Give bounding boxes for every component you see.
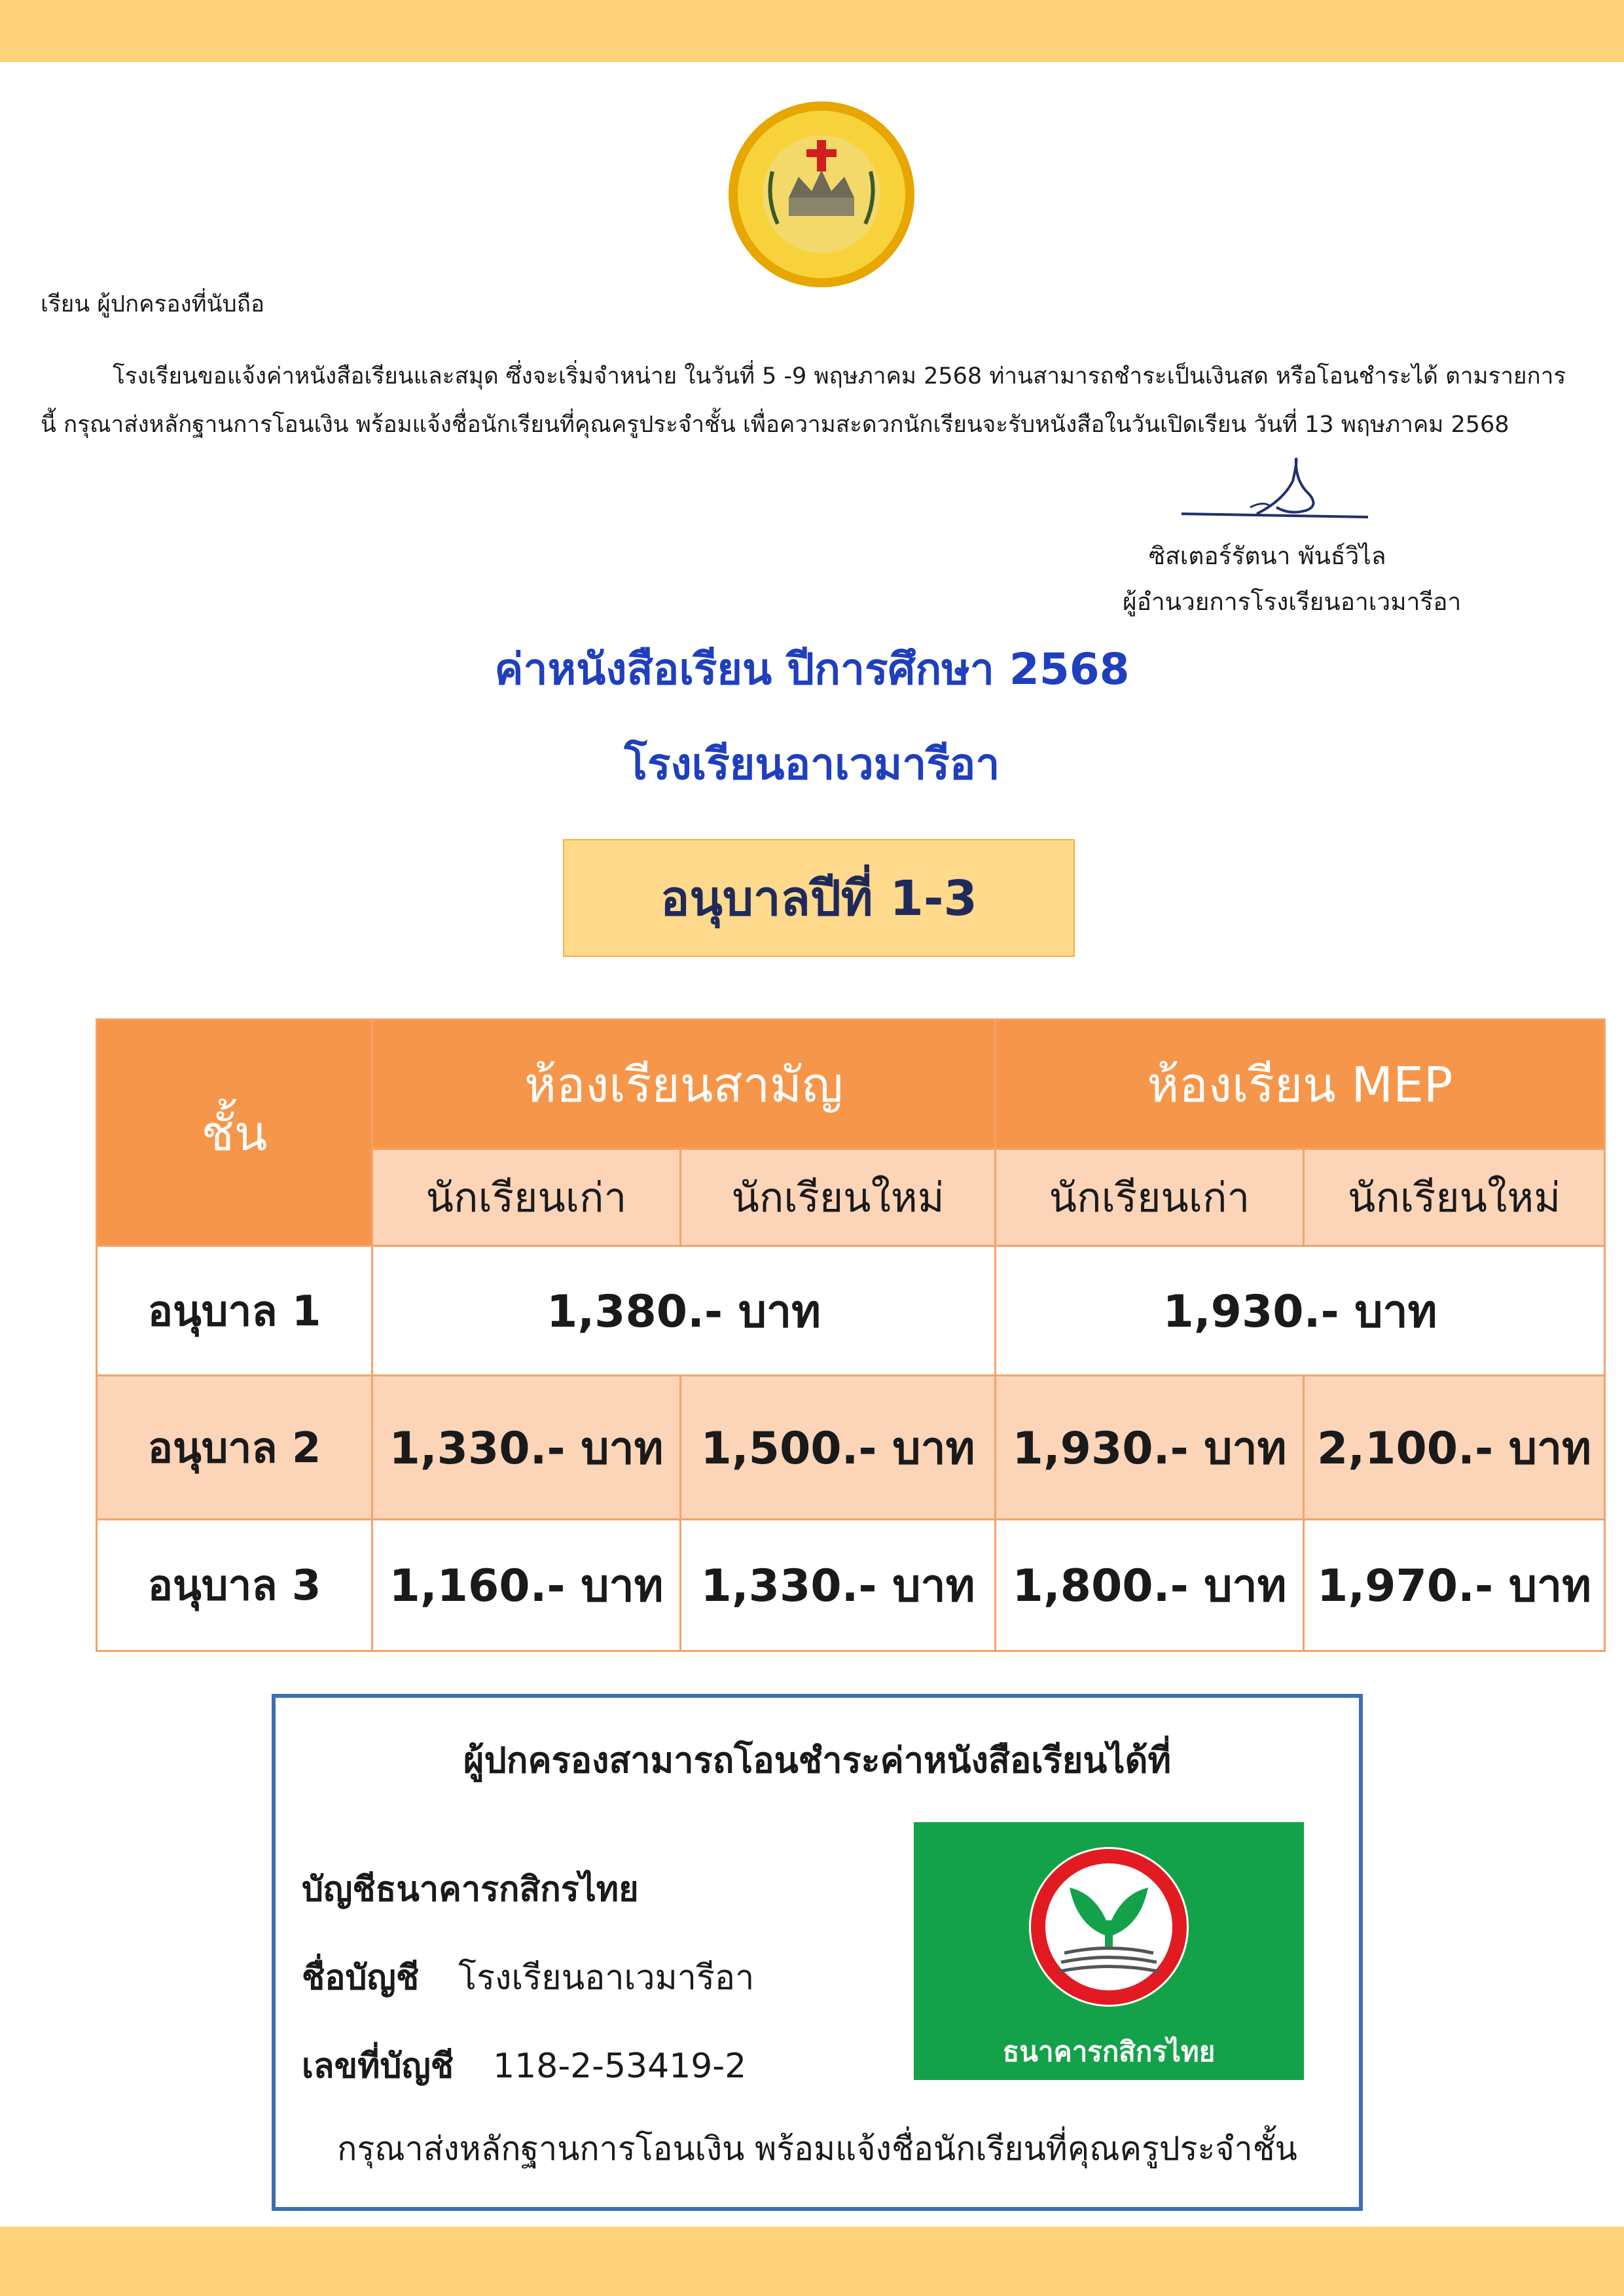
grade-cell: อนุบาล 3	[97, 1520, 372, 1651]
bottom-band	[0, 2227, 1624, 2296]
table-row	[97, 1246, 1605, 1376]
signer-name: ซิสเตอร์รัตนา พันธ์วิไล	[1149, 542, 1386, 570]
kasikorn-emblem-icon	[914, 1822, 1304, 2032]
letter-body	[41, 352, 1572, 449]
signature	[1178, 455, 1381, 533]
grade-header: ชั้น	[97, 1020, 372, 1246]
book-fee-table	[96, 1018, 1606, 1652]
letter-body-text: โรงเรียนขอแจ้งค่าหนังสือเรียนและสมุด ซึ่งจะเริ่มจำหน่าย ในวันที่ 5 -9 พฤษภาคม 2568 ท่านสามารถชำระเป็นเงินสด หรือโอนชำระได้ ตามรายการนี้ กรุณาส่งหลักฐานการโอนเงิน พร้อมแจ้งชื่อนักเรียนที่คุณครูประจำชั้น เพื่อความสะดวกนักเรียนจะรับหนังสือในวันเปิดเรียน วันที่ 13 พฤษภาคม 2568	[41, 363, 1566, 438]
grade-cell: อนุบาล 2	[97, 1376, 372, 1520]
price-cell: 1,930.- บาท	[996, 1376, 1304, 1520]
mep-class-header: ห้องเรียน MEP	[996, 1020, 1605, 1149]
price-cell: 1,160.- บาท	[372, 1520, 681, 1651]
signer-title: ผู้อำนวยการโรงเรียนอาเวมารีอา	[1123, 588, 1462, 616]
account-name: โรงเรียนอาเวมารีอา	[458, 1958, 755, 1998]
price-cell: 1,930.- บาท	[996, 1246, 1605, 1376]
regular-old-header: นักเรียนเก่า	[372, 1149, 681, 1246]
table-row	[97, 1520, 1605, 1651]
level-banner	[563, 839, 1075, 957]
table-row	[97, 1376, 1605, 1520]
price-cell: 1,330.- บาท	[681, 1520, 996, 1651]
bank-logo-text: ธนาคารกสิกรไทย	[1002, 2036, 1216, 2068]
price-cell: 1,380.- บาท	[372, 1246, 996, 1376]
mep-new-header: นักเรียนใหม่	[1304, 1149, 1605, 1246]
payment-note: กรุณาส่งหลักฐานการโอนเงิน พร้อมแจ้งชื่อนักเรียนที่คุณครูประจำชั้น	[337, 2130, 1297, 2168]
account-number: 118-2-53419-2	[493, 2047, 747, 2086]
account-name-label: ชื่อบัญชี	[302, 1958, 420, 1998]
school-name-title: โรงเรียนอาเวมารีอา	[624, 739, 1000, 789]
bank-account-type: บัญชีธนาคารกสิกรไทย	[302, 1870, 639, 1909]
price-cell: 1,970.- บาท	[1304, 1520, 1605, 1651]
page-title: ค่าหนังสือเรียน ปีการศึกษา 2568	[494, 644, 1130, 694]
account-name-line	[302, 1950, 754, 2004]
regular-class-header: ห้องเรียนสามัญ	[372, 1020, 996, 1149]
salutation: เรียน ผู้ปกครองที่นับถือ	[41, 291, 264, 317]
price-cell: 1,330.- บาท	[372, 1376, 681, 1520]
kasikorn-bank-logo-icon	[914, 1822, 1304, 2080]
price-cell: 1,500.- บาท	[681, 1376, 996, 1520]
level-banner-text: อนุบาลปีที่ 1-3	[660, 870, 978, 927]
mep-old-header: นักเรียนเก่า	[996, 1149, 1304, 1246]
price-cell: 1,800.- บาท	[996, 1520, 1304, 1651]
account-number-line	[302, 2038, 746, 2092]
school-seal-icon	[727, 99, 916, 289]
grade-cell: อนุบาล 1	[97, 1246, 372, 1376]
top-band	[0, 0, 1624, 62]
account-number-label: เลขที่บัญชี	[302, 2047, 454, 2086]
price-cell: 2,100.- บาท	[1304, 1376, 1605, 1520]
payment-title: ผู้ปกครองสามารถโอนชำระค่าหนังสือเรียนได้ที่	[463, 1740, 1172, 1781]
regular-new-header: นักเรียนใหม่	[681, 1149, 996, 1246]
